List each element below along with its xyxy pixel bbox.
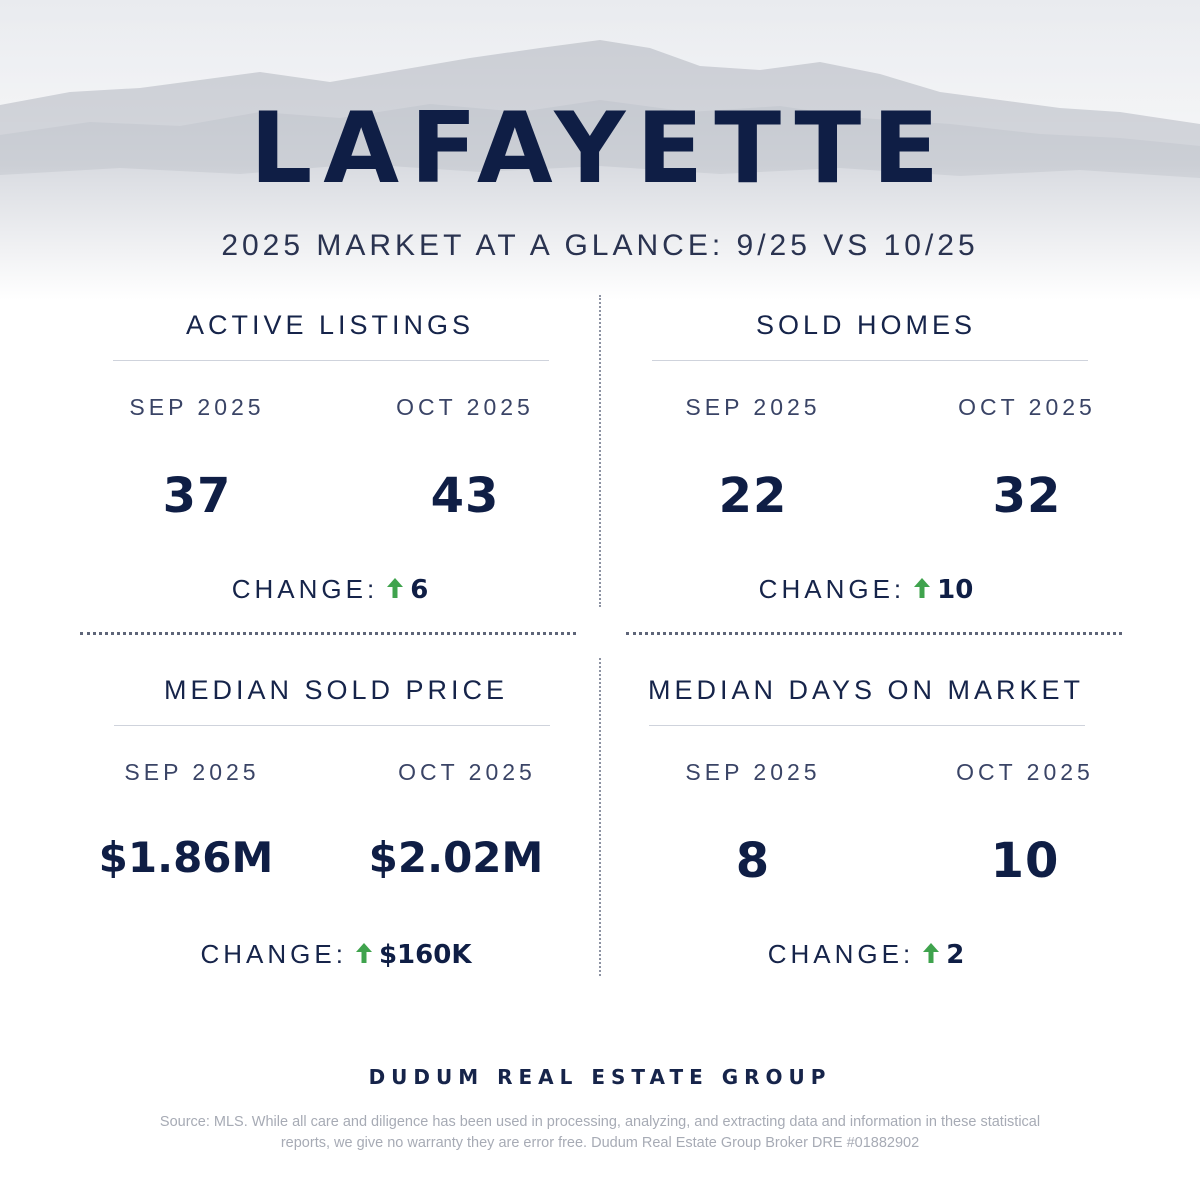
panel-title: MEDIAN SOLD PRICE [163, 675, 509, 705]
change-row [566, 938, 1166, 973]
month-label-oct: OCT 2025 [396, 394, 534, 420]
title-underline [113, 360, 549, 361]
value-oct: 43 [430, 468, 500, 524]
change-row [36, 938, 636, 973]
change-row [30, 573, 630, 608]
panel-title: MEDIAN DAYS ON MARKET [647, 675, 1085, 705]
page-title: LAFAYETTE [249, 92, 951, 206]
panel-title: ACTIVE LISTINGS [185, 310, 475, 340]
source-disclaimer: Source: MLS. While all care and diligence has been used in processing, analyzing, and extracting data and information in these statistical reports, we give no warranty they are error free. Dudum Real Estate Group Broker DRE #01882902 [159, 1114, 1041, 1152]
panel-median-days-on-market [566, 673, 1166, 1013]
value-sep: $1.86M [98, 833, 274, 882]
change-value: 2 [946, 940, 965, 970]
month-label-sep: SEP 2025 [129, 394, 265, 420]
arrow-up-icon [353, 941, 375, 965]
panel-sold-homes [566, 308, 1166, 648]
month-label-sep: SEP 2025 [685, 394, 821, 420]
value-sep: 37 [162, 468, 232, 524]
arrow-up-icon [384, 576, 406, 600]
change-label: CHANGE: [758, 574, 906, 604]
change-label: CHANGE: [231, 574, 379, 604]
month-label-oct: OCT 2025 [398, 759, 536, 785]
value-sep: 8 [735, 833, 771, 889]
change-value: $160K [378, 940, 472, 970]
value-oct: $2.02M [368, 833, 544, 882]
title-underline [649, 725, 1085, 726]
month-label-sep: SEP 2025 [685, 759, 821, 785]
change-value: 10 [937, 575, 974, 605]
page-subtitle: 2025 MARKET AT A GLANCE: 9/25 VS 10/25 [221, 229, 979, 262]
month-label-oct: OCT 2025 [958, 394, 1096, 420]
month-label-oct: OCT 2025 [956, 759, 1094, 785]
panel-active-listings [30, 308, 630, 648]
brand-name: DUDUM REAL ESTATE GROUP [368, 1065, 832, 1089]
title-underline [114, 725, 550, 726]
change-label: CHANGE: [200, 939, 347, 969]
title-underline [652, 360, 1088, 361]
value-sep: 22 [718, 468, 788, 524]
month-label-sep: SEP 2025 [124, 759, 260, 785]
value-oct: 10 [990, 833, 1060, 889]
change-row [566, 573, 1166, 608]
arrow-up-icon [911, 576, 933, 600]
value-oct: 32 [992, 468, 1062, 524]
panel-title: SOLD HOMES [755, 310, 977, 340]
change-value: 6 [410, 575, 429, 605]
panel-median-sold-price [36, 673, 636, 1013]
change-label: CHANGE: [767, 939, 915, 969]
arrow-up-icon [920, 941, 942, 965]
